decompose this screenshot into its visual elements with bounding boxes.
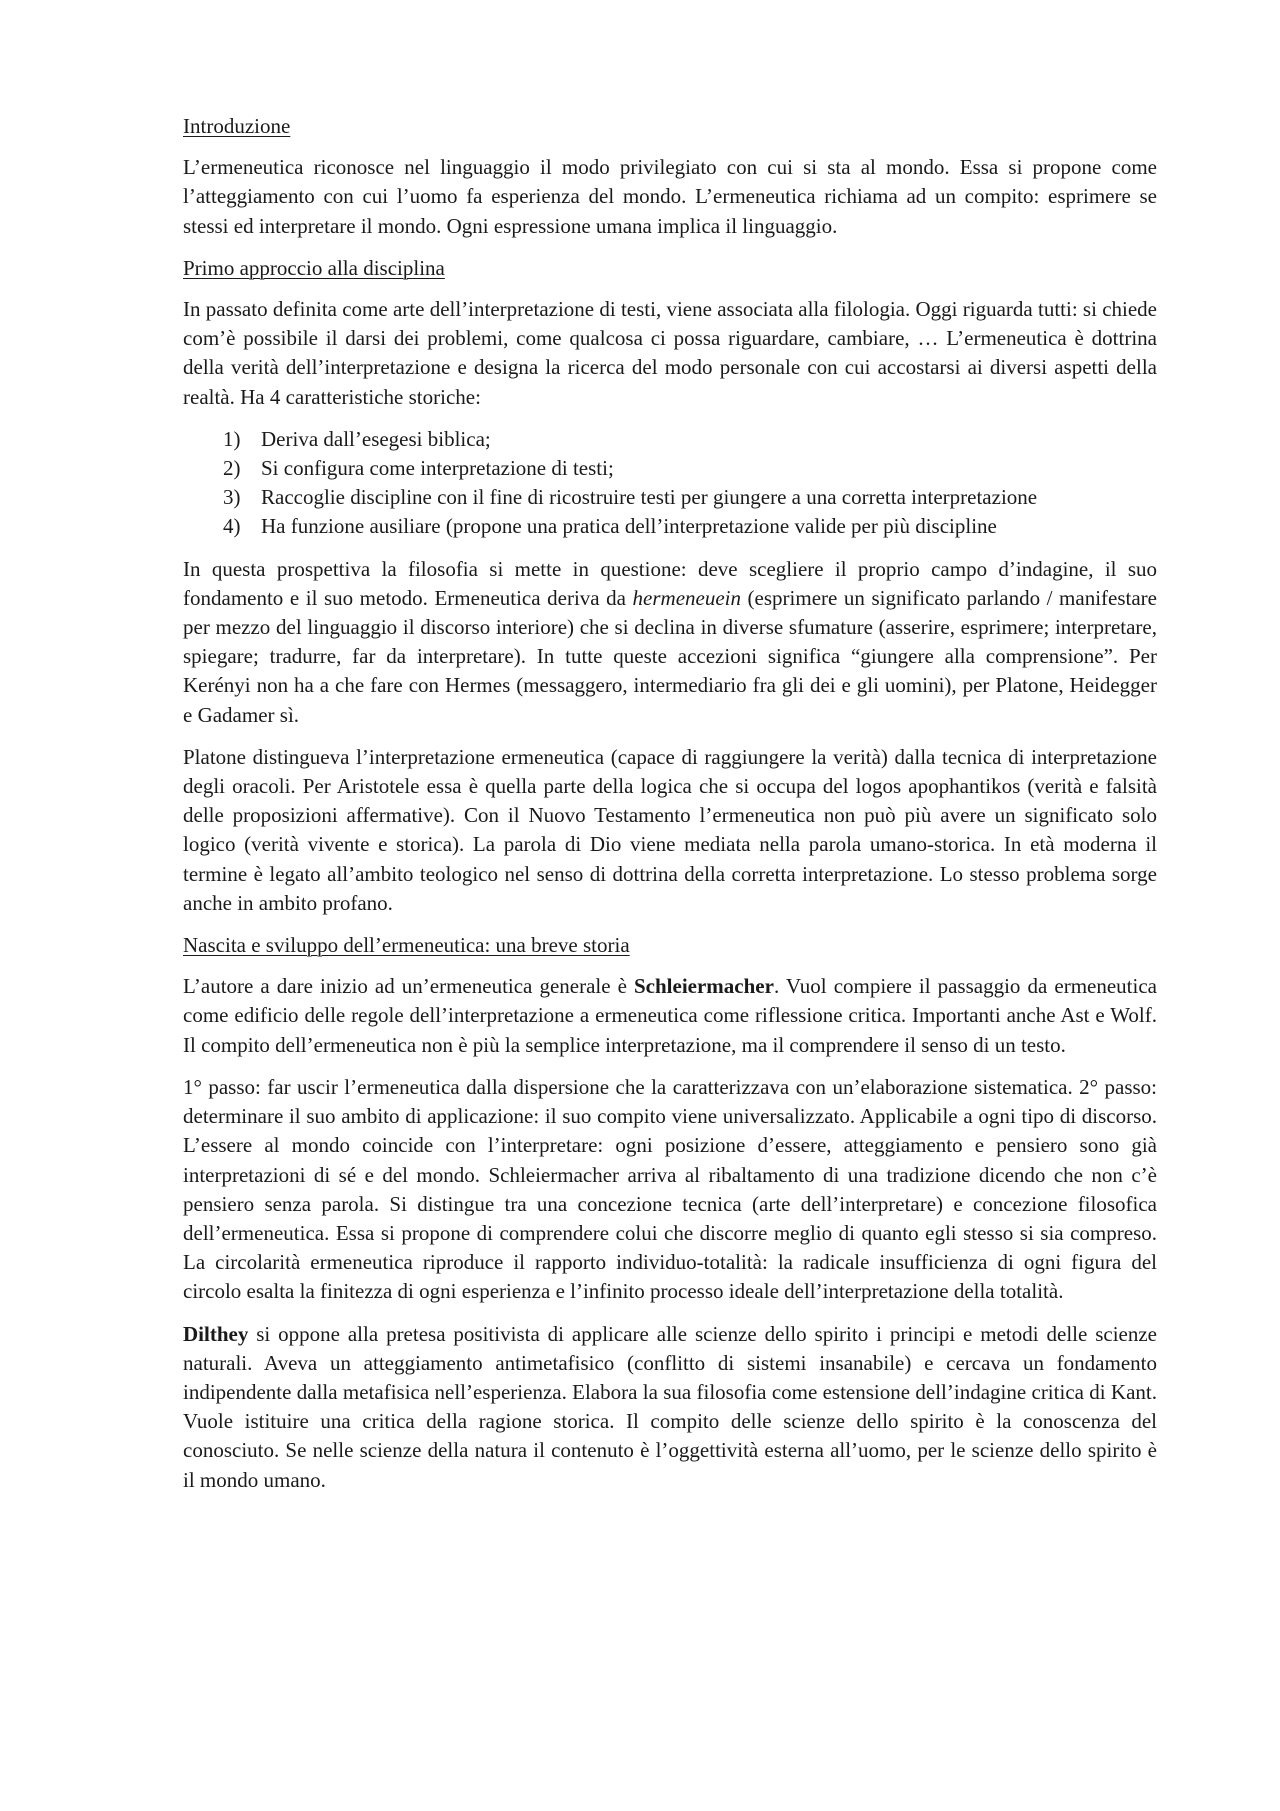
text-run: L’autore a dare inizio ad un’ermeneutica generale è bbox=[183, 974, 634, 999]
heading-introduzione: Introduzione bbox=[183, 114, 291, 138]
name-schleiermacher: Schleiermacher bbox=[634, 974, 774, 999]
paragraph-history-1 bbox=[183, 972, 1157, 1060]
text-run: si oppone alla pretesa positivista di applicare alle scienze dello spirito i principi e metodi delle scienze naturali. Aveva un atteggiamento antimetafisico (conflitto di sistemi insanabile) e cercava un fondamento indipendente dalla metafisica nell’esperienza. Elabora la sua filosofia come estensione dell’indagine critica di Kant. Vuole istituire una critica della ragione storica. Il compito delle scienze dello spirito è la conoscenza del conosciuto. Se nelle scienze della natura il contenuto è l’oggettività esterna all’uomo, per le scienze dello spirito è il mondo umano. bbox=[183, 1321, 1157, 1492]
paragraph-history-2: 1° passo: far uscir l’ermeneutica dalla dispersione che la caratterizzava con un’elaborazione sistematica. 2° passo: determinare il suo ambito di applicazione: il suo compito viene universalizzato. Applicabile a ogni tipo di discorso. L’essere al mondo coincide con l’interpretare: ogni posizione d’essere, atteggiamento e pensiero sono già interpretazioni di sé e del mondo. Schleiermacher arriva al ribaltamento di una tradizione dicendo che non c’è pensiero senza parola. Si distingue tra una concezione tecnica (arte dell’interpretare) e concezione filosofica dell’ermeneutica. Essa si propone di comprendere colui che discorre meglio di quanto egli stesso si sia compreso. La circolarità ermeneutica riproduce il rapporto individuo-totalità: la radicale insufficienza di ogni figura del circolo esalta la finitezza di ogni esperienza e l’infinito processo ideale dell’interpretazione della totalità. bbox=[183, 1074, 1157, 1304]
list-item bbox=[223, 512, 1157, 541]
term-hermeneuein: hermeneuein bbox=[632, 585, 741, 610]
heading-primo-approccio: Primo approccio alla disciplina bbox=[183, 255, 445, 280]
list-item-number: 1) bbox=[223, 426, 241, 451]
list-item-text: Si configura come interpretazione di testi; bbox=[261, 456, 614, 481]
name-dilthey: Dilthey bbox=[183, 1321, 249, 1346]
list-item-number: 3) bbox=[223, 485, 241, 510]
list-item-number: 2) bbox=[223, 456, 241, 481]
characteristics-list bbox=[183, 425, 1157, 542]
paragraph-approach-3: Platone distingueva l’interpretazione ermeneutica (capace di raggiungere la verità) dalla tecnica di interpretazione degli oracoli. Per Aristotele essa è quella parte della logica che si occupa del logos apophantikos (verità e falsità delle proposizioni affermative). Con il Nuovo Testamento l’ermeneutica non può più avere un significato solo logico (verità vivente e storica). La parola di Dio viene mediata nella parola umano-storica. In età moderna il termine è legato all’ambito teologico nel senso di dottrina della corretta interpretazione. Lo stesso problema sorge anche in ambito profano. bbox=[183, 744, 1157, 915]
text-run: (esprimere un significato parlando / manifestare per mezzo del linguaggio il discorso interiore) che si declina in diverse sfumature (asserire, esprimere; interpretare, spiegare; tradurre, far da interpretare). In tutte queste accezioni significa “giungere alla comprensione”. Per Kerényi non ha a che fare con Hermes (messaggero, intermediario fra gli dei e gli uomini), per Platone, Heidegger e Gadamer sì. bbox=[183, 585, 1157, 727]
list-item-text: Ha funzione ausiliare (propone una pratica dell’interpretazione valide per più discipline bbox=[261, 514, 997, 539]
paragraph-approach-1: In passato definita come arte dell’interpretazione di testi, viene associata alla filologia. Oggi riguarda tutti: si chiede com’è possibile il darsi dei problemi, come qualcosa ci possa riguardare, cambiare, … L’ermeneutica è dottrina della verità dell’interpretazione e designa la ricerca del modo personale con cui accostarsi ai diversi aspetti della realtà. Ha 4 caratteristiche storiche: bbox=[183, 297, 1157, 409]
paragraph-intro: L’ermeneutica riconosce nel linguaggio il modo privilegiato con cui si sta al mondo. Essa si propone come l’atteggiamento con cui l’uomo fa esperienza del mondo. L’ermeneutica richiama ad un compito: esprimere se stessi ed interpretare il mondo. Ogni espressione umana implica il linguaggio. bbox=[183, 155, 1157, 238]
heading-nascita-sviluppo: Nascita e sviluppo dell’ermeneutica: una breve storia bbox=[183, 933, 630, 958]
paragraph-history-3 bbox=[183, 1320, 1157, 1495]
list-item bbox=[223, 483, 1157, 512]
list-item-text: Deriva dall’esegesi biblica; bbox=[261, 426, 491, 451]
text-run: In questa prospettiva la filosofia si mette in questione: deve scegliere il proprio campo d’indagine, il suo fondamento e il suo metodo. Ermeneutica deriva da bbox=[183, 556, 1157, 610]
list-item bbox=[223, 425, 1157, 454]
paragraph-approach-2 bbox=[183, 555, 1157, 730]
list-item bbox=[223, 454, 1157, 483]
list-item-text: Raccoglie discipline con il fine di ricostruire testi per giungere a una corretta interpretazione bbox=[261, 485, 1038, 510]
document-page bbox=[183, 112, 1157, 1508]
list-item-number: 4) bbox=[223, 514, 241, 539]
text-run: . Vuol compiere il passaggio da ermeneutica come edificio delle regole dell’interpretazione a ermeneutica come riflessione critica. Importanti anche Ast e Wolf. Il compito dell’ermeneutica non è più la semplice interpretazione, ma il comprendere il senso di un testo. bbox=[183, 974, 1157, 1057]
